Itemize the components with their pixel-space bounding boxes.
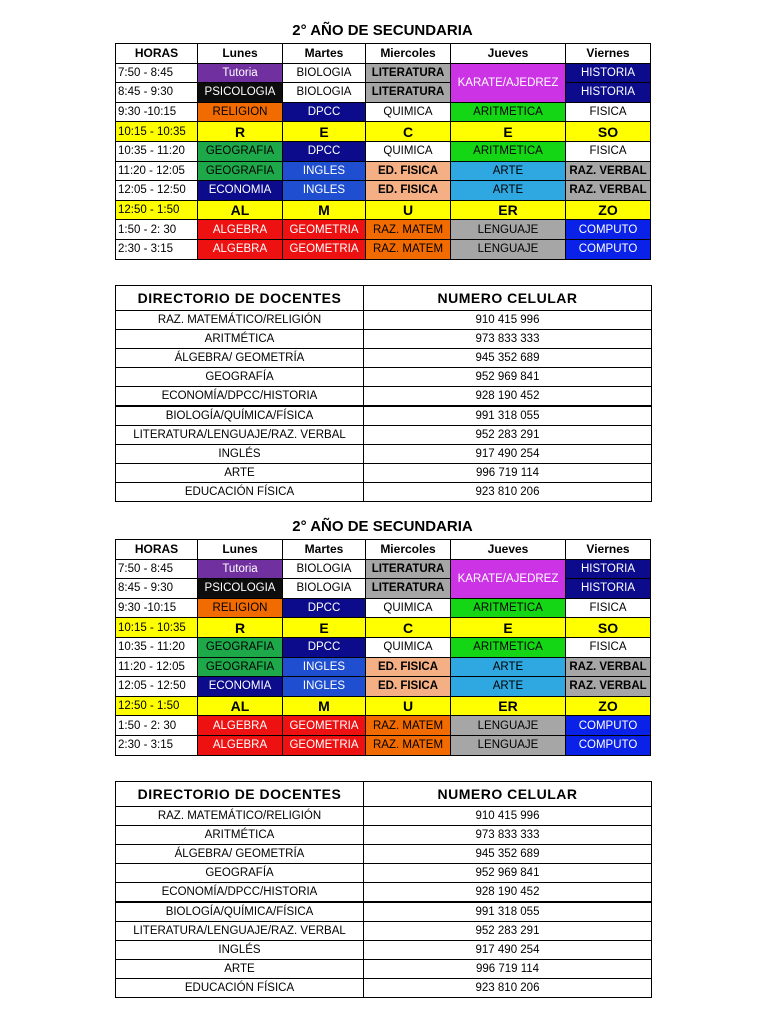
subject-fisica: FISICA bbox=[566, 637, 651, 657]
subject-raz-verbal: RAZ. VERBAL bbox=[566, 657, 651, 677]
subject-dpcc: DPCC bbox=[283, 141, 366, 161]
subject-psicologia: PSICOLOGIA bbox=[198, 579, 283, 599]
directory-row bbox=[116, 464, 652, 483]
time-slot: 12:50 - 1:50 bbox=[116, 696, 198, 716]
time-slot: 1:50 - 2: 30 bbox=[116, 220, 198, 240]
subject-algebra: ALGEBRA bbox=[198, 735, 283, 755]
break-letter: U bbox=[366, 696, 451, 716]
subject-fisica: FISICA bbox=[566, 102, 651, 122]
directory-phone: 945 352 689 bbox=[364, 349, 652, 368]
directory-row bbox=[116, 311, 652, 330]
time-slot: 9:30 -10:15 bbox=[116, 102, 198, 122]
directory-phone: 973 833 333 bbox=[364, 330, 652, 349]
subject-aritmetica: ARITMETICA bbox=[451, 141, 566, 161]
directory-row bbox=[116, 349, 652, 368]
break-letter: ER bbox=[451, 200, 566, 220]
directory-subject: BIOLOGÍA/QUÍMICA/FÍSICA bbox=[116, 902, 364, 922]
time-slot: 12:05 - 12:50 bbox=[116, 677, 198, 697]
header-horas: HORAS bbox=[116, 540, 198, 560]
break-letter: R bbox=[198, 618, 283, 638]
schedule-row bbox=[116, 637, 651, 657]
teacher-directory-table bbox=[115, 285, 652, 502]
subject-ingles: INGLES bbox=[283, 161, 366, 181]
directory-subject: ECONOMÍA/DPCC/HISTORIA bbox=[116, 883, 364, 903]
subject-computo: COMPUTO bbox=[566, 716, 651, 736]
time-slot: 12:05 - 12:50 bbox=[116, 181, 198, 201]
directory-phone: 973 833 333 bbox=[364, 826, 652, 845]
time-slot: 10:35 - 11:20 bbox=[116, 637, 198, 657]
subject-karate-ajedrez: KARATE/AJEDREZ bbox=[451, 559, 566, 598]
header-martes: Martes bbox=[283, 44, 366, 64]
header-viernes: Viernes bbox=[566, 44, 651, 64]
header-miercoles: Miercoles bbox=[366, 540, 451, 560]
schedule-body bbox=[116, 63, 651, 259]
time-slot: 10:15 - 10:35 bbox=[116, 122, 198, 142]
subject-arte: ARTE bbox=[451, 181, 566, 201]
directory-phone: 996 719 114 bbox=[364, 464, 652, 483]
directory-phone: 952 283 291 bbox=[364, 426, 652, 445]
header-horas: HORAS bbox=[116, 44, 198, 64]
directory-phone: 910 415 996 bbox=[364, 311, 652, 330]
directory-phone: 917 490 254 bbox=[364, 445, 652, 464]
time-slot: 11:20 - 12:05 bbox=[116, 161, 198, 181]
directory-subject: ECONOMÍA/DPCC/HISTORIA bbox=[116, 387, 364, 407]
time-slot: 10:35 - 11:20 bbox=[116, 141, 198, 161]
directory-subject: EDUCACIÓN FÍSICA bbox=[116, 979, 364, 998]
subject-biologia: BIOLOGIA bbox=[283, 579, 366, 599]
directory-phone: 917 490 254 bbox=[364, 941, 652, 960]
directory-subject: INGLÉS bbox=[116, 941, 364, 960]
subject-raz-verbal: RAZ. VERBAL bbox=[566, 677, 651, 697]
subject-aritmetica: ARITMETICA bbox=[451, 598, 566, 618]
time-slot: 7:50 - 8:45 bbox=[116, 63, 198, 83]
subject-geometria: GEOMETRIA bbox=[283, 716, 366, 736]
directory-phone: 923 810 206 bbox=[364, 979, 652, 998]
directory-row bbox=[116, 826, 652, 845]
break-letter: R bbox=[198, 122, 283, 142]
subject-ed-fisica: ED. FISICA bbox=[366, 677, 451, 697]
subject-lenguaje: LENGUAJE bbox=[451, 735, 566, 755]
subject-geometria: GEOMETRIA bbox=[283, 735, 366, 755]
subject-ingles: INGLES bbox=[283, 677, 366, 697]
directory-phone: 928 190 452 bbox=[364, 883, 652, 903]
directory-phone: 952 283 291 bbox=[364, 922, 652, 941]
subject-lenguaje: LENGUAJE bbox=[451, 716, 566, 736]
subject-biologia: BIOLOGIA bbox=[283, 559, 366, 579]
schedule-row bbox=[116, 657, 651, 677]
directory-header-subject: DIRECTORIO DE DOCENTES bbox=[116, 286, 364, 311]
directory-row bbox=[116, 845, 652, 864]
break-letter: AL bbox=[198, 696, 283, 716]
directory-header-phone: NUMERO CELULAR bbox=[364, 782, 652, 807]
directory-row bbox=[116, 902, 652, 922]
header-lunes: Lunes bbox=[198, 540, 283, 560]
subject-psicologia: PSICOLOGIA bbox=[198, 83, 283, 103]
directory-subject: ÁLGEBRA/ GEOMETRÍA bbox=[116, 845, 364, 864]
schedule-row bbox=[116, 181, 651, 201]
subject-quimica: QUIMICA bbox=[366, 102, 451, 122]
subject-raz-matem: RAZ. MATEM bbox=[366, 716, 451, 736]
directory-body bbox=[116, 311, 652, 502]
schedule-row bbox=[116, 716, 651, 736]
subject-ingles: INGLES bbox=[283, 181, 366, 201]
schedule-header-row bbox=[116, 540, 651, 560]
time-slot: 12:50 - 1:50 bbox=[116, 200, 198, 220]
directory-subject: LITERATURA/LENGUAJE/RAZ. VERBAL bbox=[116, 922, 364, 941]
directory-subject: ARITMÉTICA bbox=[116, 330, 364, 349]
time-slot: 10:15 - 10:35 bbox=[116, 618, 198, 638]
schedule-row bbox=[116, 141, 651, 161]
directory-row bbox=[116, 979, 652, 998]
time-slot: 1:50 - 2: 30 bbox=[116, 716, 198, 736]
directory-subject: EDUCACIÓN FÍSICA bbox=[116, 483, 364, 502]
schedule-row bbox=[116, 102, 651, 122]
time-slot: 8:45 - 9:30 bbox=[116, 579, 198, 599]
subject-literatura: LITERATURA bbox=[366, 83, 451, 103]
subject-dpcc: DPCC bbox=[283, 598, 366, 618]
time-slot: 8:45 - 9:30 bbox=[116, 83, 198, 103]
schedule-row bbox=[116, 598, 651, 618]
break-letter: SO bbox=[566, 122, 651, 142]
subject-tutoria: Tutoria bbox=[198, 559, 283, 579]
subject-raz-verbal: RAZ. VERBAL bbox=[566, 161, 651, 181]
time-slot: 7:50 - 8:45 bbox=[116, 559, 198, 579]
subject-aritmetica: ARITMETICA bbox=[451, 102, 566, 122]
subject-literatura: LITERATURA bbox=[366, 63, 451, 83]
directory-phone: 991 318 055 bbox=[364, 902, 652, 922]
directory-subject: ARTE bbox=[116, 960, 364, 979]
directory-phone: 952 969 841 bbox=[364, 864, 652, 883]
directory-row bbox=[116, 922, 652, 941]
break-letter: M bbox=[283, 200, 366, 220]
subject-computo: COMPUTO bbox=[566, 735, 651, 755]
subject-computo: COMPUTO bbox=[566, 239, 651, 259]
directory-row bbox=[116, 406, 652, 426]
schedule-row bbox=[116, 220, 651, 240]
schedule-row bbox=[116, 579, 651, 599]
break-letter: U bbox=[366, 200, 451, 220]
break-letter: ZO bbox=[566, 200, 651, 220]
subject-fisica: FISICA bbox=[566, 141, 651, 161]
directory-row bbox=[116, 883, 652, 903]
subject-biologia: BIOLOGIA bbox=[283, 63, 366, 83]
break-letter: ZO bbox=[566, 696, 651, 716]
teacher-directory-table bbox=[115, 781, 652, 998]
schedule-row bbox=[116, 83, 651, 103]
header-jueves: Jueves bbox=[451, 44, 566, 64]
directory-row bbox=[116, 864, 652, 883]
break-letter: E bbox=[451, 122, 566, 142]
directory-phone: 952 969 841 bbox=[364, 368, 652, 387]
schedule-title: 2° AÑO DE SECUNDARIA bbox=[292, 22, 473, 39]
time-slot: 9:30 -10:15 bbox=[116, 598, 198, 618]
directory-phone: 996 719 114 bbox=[364, 960, 652, 979]
subject-geografia: GEOGRAFIA bbox=[198, 141, 283, 161]
subject-historia: HISTORIA bbox=[566, 579, 651, 599]
directory-header-subject: DIRECTORIO DE DOCENTES bbox=[116, 782, 364, 807]
subject-quimica: QUIMICA bbox=[366, 637, 451, 657]
subject-historia: HISTORIA bbox=[566, 83, 651, 103]
subject-raz-matem: RAZ. MATEM bbox=[366, 239, 451, 259]
schedule-table bbox=[115, 539, 651, 756]
directory-row bbox=[116, 445, 652, 464]
directory-row bbox=[116, 807, 652, 826]
subject-biologia: BIOLOGIA bbox=[283, 83, 366, 103]
directory-row bbox=[116, 330, 652, 349]
header-lunes: Lunes bbox=[198, 44, 283, 64]
directory-subject: GEOGRAFÍA bbox=[116, 864, 364, 883]
subject-aritmetica: ARITMETICA bbox=[451, 637, 566, 657]
directory-subject: ARTE bbox=[116, 464, 364, 483]
directory-row bbox=[116, 941, 652, 960]
time-slot: 2:30 - 3:15 bbox=[116, 735, 198, 755]
subject-geografia: GEOGRAFIA bbox=[198, 637, 283, 657]
subject-algebra: ALGEBRA bbox=[198, 716, 283, 736]
subject-historia: HISTORIA bbox=[566, 559, 651, 579]
subject-computo: COMPUTO bbox=[566, 220, 651, 240]
directory-header-phone: NUMERO CELULAR bbox=[364, 286, 652, 311]
schedule-row bbox=[116, 63, 651, 83]
schedule-row bbox=[116, 735, 651, 755]
schedule-row bbox=[116, 696, 651, 716]
subject-arte: ARTE bbox=[451, 657, 566, 677]
subject-algebra: ALGEBRA bbox=[198, 220, 283, 240]
subject-economia: ECONOMIA bbox=[198, 181, 283, 201]
subject-ingles: INGLES bbox=[283, 657, 366, 677]
subject-raz-verbal: RAZ. VERBAL bbox=[566, 181, 651, 201]
subject-literatura: LITERATURA bbox=[366, 579, 451, 599]
break-letter: ER bbox=[451, 696, 566, 716]
time-slot: 11:20 - 12:05 bbox=[116, 657, 198, 677]
subject-ed-fisica: ED. FISICA bbox=[366, 161, 451, 181]
break-letter: E bbox=[283, 618, 366, 638]
break-letter: AL bbox=[198, 200, 283, 220]
time-slot: 2:30 - 3:15 bbox=[116, 239, 198, 259]
directory-row bbox=[116, 426, 652, 445]
header-martes: Martes bbox=[283, 540, 366, 560]
subject-karate-ajedrez: KARATE/AJEDREZ bbox=[451, 63, 566, 102]
directory-row bbox=[116, 387, 652, 407]
directory-phone: 991 318 055 bbox=[364, 406, 652, 426]
schedule-row bbox=[116, 618, 651, 638]
subject-economia: ECONOMIA bbox=[198, 677, 283, 697]
directory-subject: INGLÉS bbox=[116, 445, 364, 464]
subject-ed-fisica: ED. FISICA bbox=[366, 657, 451, 677]
subject-ed-fisica: ED. FISICA bbox=[366, 181, 451, 201]
directory-row bbox=[116, 960, 652, 979]
subject-literatura: LITERATURA bbox=[366, 559, 451, 579]
schedule-row bbox=[116, 161, 651, 181]
schedule-title: 2° AÑO DE SECUNDARIA bbox=[292, 518, 473, 535]
directory-row bbox=[116, 483, 652, 502]
subject-geometria: GEOMETRIA bbox=[283, 239, 366, 259]
schedule-row bbox=[116, 239, 651, 259]
subject-fisica: FISICA bbox=[566, 598, 651, 618]
subject-geografia: GEOGRAFIA bbox=[198, 161, 283, 181]
subject-historia: HISTORIA bbox=[566, 63, 651, 83]
schedule-table bbox=[115, 43, 651, 260]
break-letter: SO bbox=[566, 618, 651, 638]
directory-subject: RAZ. MATEMÁTICO/RELIGIÓN bbox=[116, 311, 364, 330]
directory-row bbox=[116, 368, 652, 387]
schedule-row bbox=[116, 559, 651, 579]
schedule-body bbox=[116, 559, 651, 755]
break-letter: E bbox=[283, 122, 366, 142]
directory-phone: 910 415 996 bbox=[364, 807, 652, 826]
subject-algebra: ALGEBRA bbox=[198, 239, 283, 259]
subject-dpcc: DPCC bbox=[283, 102, 366, 122]
directory-subject: GEOGRAFÍA bbox=[116, 368, 364, 387]
subject-geometria: GEOMETRIA bbox=[283, 220, 366, 240]
directory-body bbox=[116, 807, 652, 998]
subject-raz-matem: RAZ. MATEM bbox=[366, 735, 451, 755]
subject-lenguaje: LENGUAJE bbox=[451, 220, 566, 240]
subject-arte: ARTE bbox=[451, 161, 566, 181]
subject-dpcc: DPCC bbox=[283, 637, 366, 657]
directory-subject: RAZ. MATEMÁTICO/RELIGIÓN bbox=[116, 807, 364, 826]
directory-subject: BIOLOGÍA/QUÍMICA/FÍSICA bbox=[116, 406, 364, 426]
directory-phone: 928 190 452 bbox=[364, 387, 652, 407]
subject-lenguaje: LENGUAJE bbox=[451, 239, 566, 259]
subject-raz-matem: RAZ. MATEM bbox=[366, 220, 451, 240]
subject-arte: ARTE bbox=[451, 677, 566, 697]
schedule-header-row bbox=[116, 44, 651, 64]
header-miercoles: Miercoles bbox=[366, 44, 451, 64]
subject-quimica: QUIMICA bbox=[366, 598, 451, 618]
break-letter: C bbox=[366, 122, 451, 142]
subject-religion: RELIGION bbox=[198, 102, 283, 122]
directory-subject: ÁLGEBRA/ GEOMETRÍA bbox=[116, 349, 364, 368]
subject-tutoria: Tutoria bbox=[198, 63, 283, 83]
directory-phone: 923 810 206 bbox=[364, 483, 652, 502]
header-jueves: Jueves bbox=[451, 540, 566, 560]
break-letter: M bbox=[283, 696, 366, 716]
header-viernes: Viernes bbox=[566, 540, 651, 560]
subject-geografia: GEOGRAFIA bbox=[198, 657, 283, 677]
directory-phone: 945 352 689 bbox=[364, 845, 652, 864]
schedule-row bbox=[116, 122, 651, 142]
directory-subject: LITERATURA/LENGUAJE/RAZ. VERBAL bbox=[116, 426, 364, 445]
break-letter: E bbox=[451, 618, 566, 638]
schedule-row bbox=[116, 677, 651, 697]
subject-quimica: QUIMICA bbox=[366, 141, 451, 161]
subject-religion: RELIGION bbox=[198, 598, 283, 618]
directory-subject: ARITMÉTICA bbox=[116, 826, 364, 845]
schedule-row bbox=[116, 200, 651, 220]
break-letter: C bbox=[366, 618, 451, 638]
